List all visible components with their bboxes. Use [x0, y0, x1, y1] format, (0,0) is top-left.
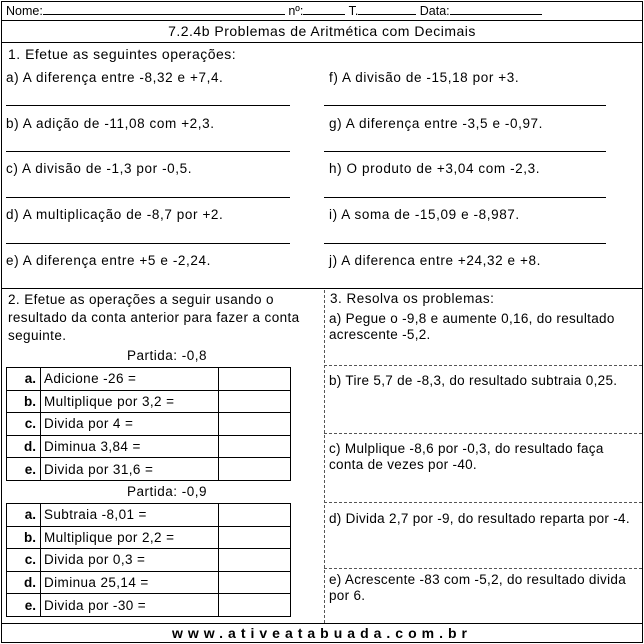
- answer-line-d[interactable]: [6, 243, 290, 244]
- problem-b: b) Tire 5,7 de -8,3, do resultado subtraia 0,25.: [329, 373, 618, 388]
- problem-divider: [324, 502, 642, 503]
- question-g: g) A diferença entre -3,5 e -0,97.: [329, 116, 544, 131]
- page-title: 7.2.4b Problemas de Aritmética com Decimais: [168, 23, 476, 39]
- question-c: c) A divisão de -1,3 por -0,5.: [6, 161, 193, 176]
- row-instruction: Diminua 25,14 =: [41, 571, 219, 594]
- row-key: b.: [7, 390, 41, 413]
- row-instruction: Multiplique por 2,2 =: [41, 526, 219, 549]
- row-key: e.: [7, 458, 41, 481]
- row-answer-cell[interactable]: [219, 390, 291, 413]
- answer-line-a[interactable]: [6, 105, 290, 106]
- answer-line-c[interactable]: [6, 197, 290, 198]
- chain-table-1: [6, 367, 291, 481]
- row-answer-cell[interactable]: [219, 526, 291, 549]
- answer-line-f[interactable]: [324, 105, 606, 106]
- number-label: nº:: [288, 4, 304, 18]
- row-key: e.: [7, 594, 41, 617]
- row-key: a.: [7, 504, 41, 527]
- question-f: f) A divisão de -15,18 por +3.: [329, 70, 520, 85]
- name-label: Nome:: [6, 4, 43, 18]
- table-row: [7, 390, 291, 413]
- table-row: [7, 549, 291, 572]
- row-answer-cell[interactable]: [219, 413, 291, 436]
- row-key: b.: [7, 526, 41, 549]
- start-value-2: Partida: -0,9: [126, 484, 208, 499]
- row-answer-cell[interactable]: [219, 594, 291, 617]
- worksheet: [1, 1, 643, 643]
- table-row: [7, 571, 291, 594]
- problem-c: c) Mulplique -8,6 por -0,3, do resultado faça conta de vezes por -40.: [329, 441, 604, 472]
- chain-table-2: [6, 503, 291, 617]
- question-j: j) A diferenca entre +24,32 e +8.: [329, 253, 541, 268]
- table-row: [7, 368, 291, 391]
- student-info-header: [2, 2, 642, 21]
- answer-line-g[interactable]: [324, 151, 606, 152]
- answer-line-h[interactable]: [324, 197, 606, 198]
- section3-heading: 3. Resolva os problemas:: [330, 291, 495, 306]
- problem-a: a) Pegue o -9,8 e aumente 0,16, do resultado acrescente -5,2.: [329, 311, 615, 342]
- question-e: e) A diferença entre +5 e -2,24.: [6, 253, 211, 268]
- number-field[interactable]: [303, 2, 345, 15]
- row-instruction: Divida por 31,6 =: [41, 458, 219, 481]
- table-row: [7, 458, 291, 481]
- row-answer-cell[interactable]: [219, 571, 291, 594]
- section3-left-border: [324, 290, 325, 623]
- row-instruction: Multiplique por 3,2 =: [41, 390, 219, 413]
- problem-d: d) Divida 2,7 por -9, do resultado reparta por -4.: [329, 511, 630, 526]
- class-label: T.: [348, 4, 359, 18]
- class-field[interactable]: [358, 2, 416, 15]
- table-row: [7, 413, 291, 436]
- row-instruction: Divida por -30 =: [41, 594, 219, 617]
- row-answer-cell[interactable]: [219, 504, 291, 527]
- row-instruction: Subtraia -8,01 =: [41, 504, 219, 527]
- section1-heading: 1. Efetue as seguintes operações:: [8, 46, 237, 62]
- problem-e: e) Acrescente -83 com -5,2, do resultado divida por 6.: [329, 572, 626, 603]
- question-h: h) O produto de +3,04 com -2,3.: [329, 161, 541, 176]
- question-b: b) A adição de -11,08 com +2,3.: [6, 116, 215, 131]
- row-key: c.: [7, 413, 41, 436]
- title-divider: [2, 42, 642, 43]
- row-instruction: Divida por 4 =: [41, 413, 219, 436]
- row-answer-cell[interactable]: [219, 435, 291, 458]
- row-key: d.: [7, 435, 41, 458]
- problem-divider: [324, 365, 642, 366]
- footer-url: www.ativeatabuada.com.br: [172, 625, 472, 641]
- answer-line-i[interactable]: [324, 243, 606, 244]
- problem-divider: [324, 568, 642, 569]
- section2-heading: 2. Efetue as operações a seguir usando o resultado da conta anterior para fazer a conta seguinte.: [8, 292, 300, 343]
- question-a: a) A diferença entre -8,32 e +7,4.: [6, 70, 224, 85]
- row-answer-cell[interactable]: [219, 458, 291, 481]
- name-field[interactable]: [43, 2, 285, 15]
- row-key: d.: [7, 571, 41, 594]
- date-field[interactable]: [450, 2, 542, 15]
- row-instruction: Diminua 3,84 =: [41, 435, 219, 458]
- row-answer-cell[interactable]: [219, 549, 291, 572]
- row-instruction: Divida por 0,3 =: [41, 549, 219, 572]
- question-i: i) A soma de -15,09 e -8,987.: [329, 207, 520, 222]
- row-key: c.: [7, 549, 41, 572]
- problem-divider: [324, 433, 642, 434]
- row-key: a.: [7, 368, 41, 391]
- row-answer-cell[interactable]: [219, 368, 291, 391]
- question-d: d) A multiplicação de -8,7 por +2.: [6, 207, 224, 222]
- row-instruction: Adicione -26 =: [41, 368, 219, 391]
- table-row: [7, 594, 291, 617]
- section1-divider: [2, 288, 642, 289]
- table-row: [7, 435, 291, 458]
- date-label: Data:: [419, 4, 450, 18]
- start-value-1: Partida: -0,8: [126, 348, 208, 363]
- table-row: [7, 526, 291, 549]
- answer-line-b[interactable]: [6, 151, 290, 152]
- table-row: [7, 504, 291, 527]
